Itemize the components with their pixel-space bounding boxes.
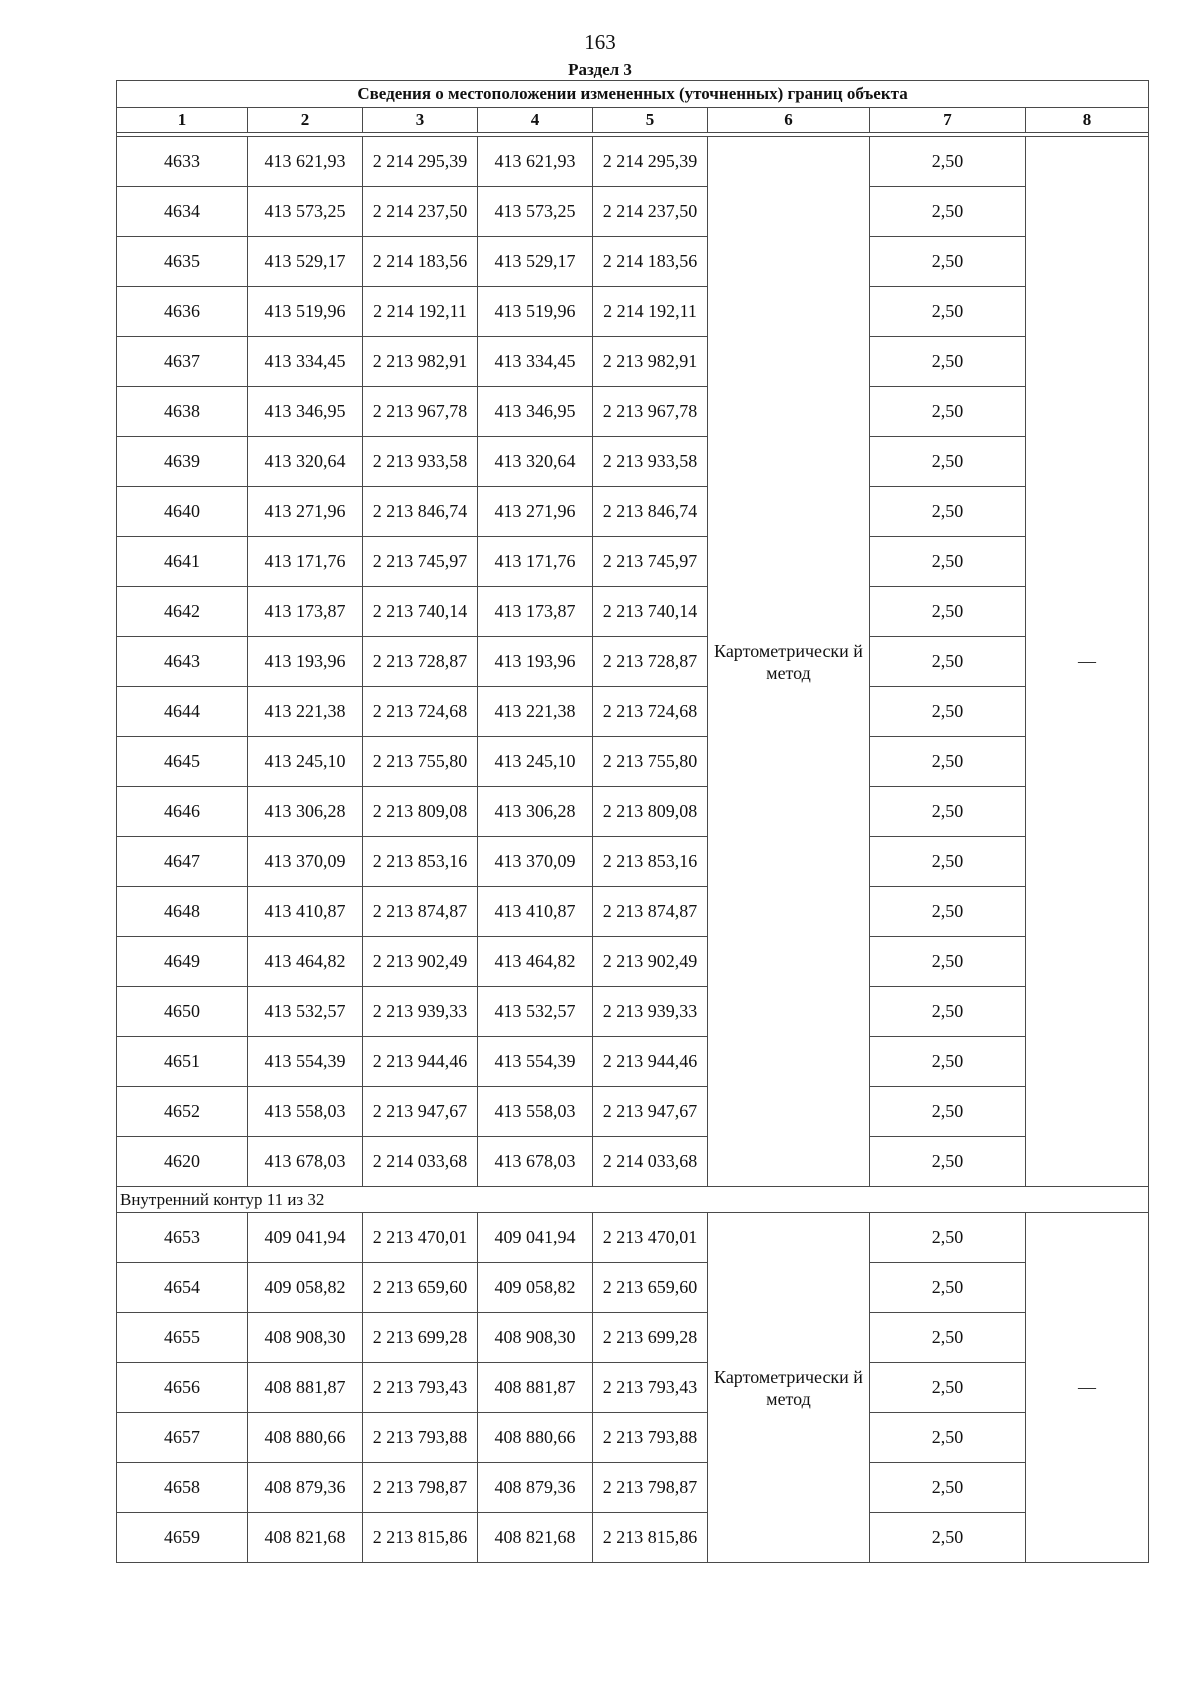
x-new-cell: 413 193,96 bbox=[478, 637, 593, 687]
y-new-cell: 2 213 793,88 bbox=[593, 1413, 708, 1463]
y-old-cell: 2 213 846,74 bbox=[363, 487, 478, 537]
y-old-cell: 2 213 745,97 bbox=[363, 537, 478, 587]
precision-cell: 2,50 bbox=[870, 687, 1026, 737]
precision-cell: 2,50 bbox=[870, 937, 1026, 987]
method-cell: Картометрически й метод bbox=[708, 137, 870, 1187]
x-new-cell: 413 410,87 bbox=[478, 887, 593, 937]
x-old-cell: 413 271,96 bbox=[248, 487, 363, 537]
y-new-cell: 2 214 192,11 bbox=[593, 287, 708, 337]
note-cell: — bbox=[1026, 137, 1149, 1187]
table-row bbox=[117, 187, 1149, 237]
x-new-cell: 413 334,45 bbox=[478, 337, 593, 387]
x-old-cell: 413 346,95 bbox=[248, 387, 363, 437]
section-title: Раздел 3 bbox=[568, 60, 632, 79]
precision-cell: 2,50 bbox=[870, 1363, 1026, 1413]
point-number-cell: 4620 bbox=[117, 1137, 248, 1187]
y-old-cell: 2 214 033,68 bbox=[363, 1137, 478, 1187]
y-old-cell: 2 213 902,49 bbox=[363, 937, 478, 987]
precision-cell: 2,50 bbox=[870, 237, 1026, 287]
column-header: 5 bbox=[593, 108, 708, 133]
point-number-cell: 4641 bbox=[117, 537, 248, 587]
table-row bbox=[117, 237, 1149, 287]
x-old-cell: 408 879,36 bbox=[248, 1463, 363, 1513]
point-number-cell: 4655 bbox=[117, 1313, 248, 1363]
point-number-cell: 4651 bbox=[117, 1037, 248, 1087]
y-new-cell: 2 213 933,58 bbox=[593, 437, 708, 487]
y-new-cell: 2 213 745,97 bbox=[593, 537, 708, 587]
x-new-cell: 413 271,96 bbox=[478, 487, 593, 537]
y-new-cell: 2 214 295,39 bbox=[593, 137, 708, 187]
note-cell: — bbox=[1026, 1213, 1149, 1563]
point-number-cell: 4639 bbox=[117, 437, 248, 487]
table-row bbox=[117, 1087, 1149, 1137]
y-new-cell: 2 213 699,28 bbox=[593, 1313, 708, 1363]
precision-cell: 2,50 bbox=[870, 1513, 1026, 1563]
y-old-cell: 2 213 793,88 bbox=[363, 1413, 478, 1463]
table-row bbox=[117, 587, 1149, 637]
precision-cell: 2,50 bbox=[870, 387, 1026, 437]
point-number-cell: 4645 bbox=[117, 737, 248, 787]
table-row bbox=[117, 1263, 1149, 1313]
precision-cell: 2,50 bbox=[870, 137, 1026, 187]
point-number-cell: 4640 bbox=[117, 487, 248, 537]
column-header: 4 bbox=[478, 108, 593, 133]
table-row bbox=[117, 437, 1149, 487]
precision-cell: 2,50 bbox=[870, 1413, 1026, 1463]
table-row bbox=[117, 1363, 1149, 1413]
precision-cell: 2,50 bbox=[870, 1037, 1026, 1087]
table-row bbox=[117, 637, 1149, 687]
point-number-cell: 4634 bbox=[117, 187, 248, 237]
table-row bbox=[117, 837, 1149, 887]
y-old-cell: 2 213 724,68 bbox=[363, 687, 478, 737]
table-row bbox=[117, 1037, 1149, 1087]
point-number-cell: 4654 bbox=[117, 1263, 248, 1313]
y-new-cell: 2 213 755,80 bbox=[593, 737, 708, 787]
point-number-cell: 4652 bbox=[117, 1087, 248, 1137]
table-row bbox=[117, 887, 1149, 937]
y-new-cell: 2 213 728,87 bbox=[593, 637, 708, 687]
table-row bbox=[117, 287, 1149, 337]
table-row bbox=[117, 137, 1149, 187]
point-number-cell: 4648 bbox=[117, 887, 248, 937]
x-old-cell: 413 245,10 bbox=[248, 737, 363, 787]
column-header: 7 bbox=[870, 108, 1026, 133]
precision-cell: 2,50 bbox=[870, 1087, 1026, 1137]
x-old-cell: 413 573,25 bbox=[248, 187, 363, 237]
y-new-cell: 2 213 947,67 bbox=[593, 1087, 708, 1137]
precision-cell: 2,50 bbox=[870, 1263, 1026, 1313]
table-row bbox=[117, 787, 1149, 837]
x-new-cell: 413 558,03 bbox=[478, 1087, 593, 1137]
y-old-cell: 2 213 933,58 bbox=[363, 437, 478, 487]
x-new-cell: 408 879,36 bbox=[478, 1463, 593, 1513]
precision-cell: 2,50 bbox=[870, 487, 1026, 537]
x-new-cell: 413 171,76 bbox=[478, 537, 593, 587]
x-old-cell: 413 193,96 bbox=[248, 637, 363, 687]
x-new-cell: 413 245,10 bbox=[478, 737, 593, 787]
table-row bbox=[117, 337, 1149, 387]
point-number-cell: 4643 bbox=[117, 637, 248, 687]
y-old-cell: 2 213 982,91 bbox=[363, 337, 478, 387]
point-number-cell: 4657 bbox=[117, 1413, 248, 1463]
x-old-cell: 408 881,87 bbox=[248, 1363, 363, 1413]
y-new-cell: 2 213 815,86 bbox=[593, 1513, 708, 1563]
x-old-cell: 409 041,94 bbox=[248, 1213, 363, 1263]
y-old-cell: 2 213 659,60 bbox=[363, 1263, 478, 1313]
y-old-cell: 2 213 944,46 bbox=[363, 1037, 478, 1087]
point-number-cell: 4653 bbox=[117, 1213, 248, 1263]
y-new-cell: 2 213 846,74 bbox=[593, 487, 708, 537]
x-old-cell: 413 410,87 bbox=[248, 887, 363, 937]
point-number-cell: 4644 bbox=[117, 687, 248, 737]
precision-cell: 2,50 bbox=[870, 187, 1026, 237]
x-new-cell: 413 464,82 bbox=[478, 937, 593, 987]
table-row bbox=[117, 1137, 1149, 1187]
y-new-cell: 2 213 982,91 bbox=[593, 337, 708, 387]
table-row bbox=[117, 1213, 1149, 1263]
point-number-cell: 4637 bbox=[117, 337, 248, 387]
point-number-cell: 4650 bbox=[117, 987, 248, 1037]
y-old-cell: 2 213 809,08 bbox=[363, 787, 478, 837]
y-old-cell: 2 213 699,28 bbox=[363, 1313, 478, 1363]
table-row bbox=[117, 1413, 1149, 1463]
precision-cell: 2,50 bbox=[870, 637, 1026, 687]
y-new-cell: 2 213 939,33 bbox=[593, 987, 708, 1037]
point-number-cell: 4633 bbox=[117, 137, 248, 187]
y-new-cell: 2 213 798,87 bbox=[593, 1463, 708, 1513]
point-number-cell: 4642 bbox=[117, 587, 248, 637]
x-new-cell: 413 221,38 bbox=[478, 687, 593, 737]
precision-cell: 2,50 bbox=[870, 587, 1026, 637]
table-row bbox=[117, 987, 1149, 1037]
y-old-cell: 2 214 192,11 bbox=[363, 287, 478, 337]
x-new-cell: 408 821,68 bbox=[478, 1513, 593, 1563]
x-old-cell: 413 532,57 bbox=[248, 987, 363, 1037]
y-new-cell: 2 213 809,08 bbox=[593, 787, 708, 837]
x-new-cell: 413 532,57 bbox=[478, 987, 593, 1037]
point-number-cell: 4638 bbox=[117, 387, 248, 437]
x-old-cell: 413 306,28 bbox=[248, 787, 363, 837]
contour-row bbox=[117, 1187, 1149, 1213]
column-header: 3 bbox=[363, 108, 478, 133]
x-old-cell: 413 529,17 bbox=[248, 237, 363, 287]
x-new-cell: 413 320,64 bbox=[478, 437, 593, 487]
point-number-cell: 4646 bbox=[117, 787, 248, 837]
y-new-cell: 2 213 902,49 bbox=[593, 937, 708, 987]
boundary-table bbox=[116, 80, 1149, 1563]
table-row bbox=[117, 1463, 1149, 1513]
precision-cell: 2,50 bbox=[870, 1463, 1026, 1513]
column-header: 6 bbox=[708, 108, 870, 133]
precision-cell: 2,50 bbox=[870, 887, 1026, 937]
table-row bbox=[117, 737, 1149, 787]
y-new-cell: 2 213 470,01 bbox=[593, 1213, 708, 1263]
precision-cell: 2,50 bbox=[870, 1313, 1026, 1363]
y-old-cell: 2 214 295,39 bbox=[363, 137, 478, 187]
table-row bbox=[117, 937, 1149, 987]
precision-cell: 2,50 bbox=[870, 287, 1026, 337]
x-old-cell: 413 519,96 bbox=[248, 287, 363, 337]
table-row bbox=[117, 1513, 1149, 1563]
x-new-cell: 413 573,25 bbox=[478, 187, 593, 237]
x-new-cell: 413 306,28 bbox=[478, 787, 593, 837]
point-number-cell: 4647 bbox=[117, 837, 248, 887]
x-old-cell: 409 058,82 bbox=[248, 1263, 363, 1313]
table-row bbox=[117, 1313, 1149, 1363]
precision-cell: 2,50 bbox=[870, 437, 1026, 487]
y-new-cell: 2 213 724,68 bbox=[593, 687, 708, 737]
precision-cell: 2,50 bbox=[870, 837, 1026, 887]
y-old-cell: 2 213 947,67 bbox=[363, 1087, 478, 1137]
precision-cell: 2,50 bbox=[870, 337, 1026, 387]
point-number-cell: 4636 bbox=[117, 287, 248, 337]
x-old-cell: 413 678,03 bbox=[248, 1137, 363, 1187]
x-new-cell: 413 621,93 bbox=[478, 137, 593, 187]
y-new-cell: 2 214 237,50 bbox=[593, 187, 708, 237]
table-row bbox=[117, 537, 1149, 587]
x-old-cell: 408 908,30 bbox=[248, 1313, 363, 1363]
x-old-cell: 413 171,76 bbox=[248, 537, 363, 587]
y-old-cell: 2 213 939,33 bbox=[363, 987, 478, 1037]
column-header: 1 bbox=[117, 108, 248, 133]
x-new-cell: 413 370,09 bbox=[478, 837, 593, 887]
y-old-cell: 2 213 815,86 bbox=[363, 1513, 478, 1563]
y-new-cell: 2 214 033,68 bbox=[593, 1137, 708, 1187]
y-new-cell: 2 213 874,87 bbox=[593, 887, 708, 937]
y-new-cell: 2 213 944,46 bbox=[593, 1037, 708, 1087]
x-new-cell: 413 678,03 bbox=[478, 1137, 593, 1187]
y-old-cell: 2 213 740,14 bbox=[363, 587, 478, 637]
y-old-cell: 2 213 470,01 bbox=[363, 1213, 478, 1263]
x-new-cell: 413 554,39 bbox=[478, 1037, 593, 1087]
y-old-cell: 2 213 874,87 bbox=[363, 887, 478, 937]
y-old-cell: 2 213 967,78 bbox=[363, 387, 478, 437]
precision-cell: 2,50 bbox=[870, 537, 1026, 587]
x-new-cell: 409 058,82 bbox=[478, 1263, 593, 1313]
y-old-cell: 2 214 237,50 bbox=[363, 187, 478, 237]
page-number: 163 bbox=[584, 30, 616, 54]
x-old-cell: 413 334,45 bbox=[248, 337, 363, 387]
y-old-cell: 2 213 793,43 bbox=[363, 1363, 478, 1413]
x-new-cell: 413 529,17 bbox=[478, 237, 593, 287]
method-cell: Картометрически й метод bbox=[708, 1213, 870, 1563]
precision-cell: 2,50 bbox=[870, 987, 1026, 1037]
x-old-cell: 408 880,66 bbox=[248, 1413, 363, 1463]
y-old-cell: 2 213 755,80 bbox=[363, 737, 478, 787]
x-old-cell: 413 320,64 bbox=[248, 437, 363, 487]
x-old-cell: 413 558,03 bbox=[248, 1087, 363, 1137]
x-old-cell: 408 821,68 bbox=[248, 1513, 363, 1563]
table-caption: Сведения о местоположении измененных (уточненных) границ объекта bbox=[117, 81, 1149, 108]
point-number-cell: 4659 bbox=[117, 1513, 248, 1563]
x-old-cell: 413 173,87 bbox=[248, 587, 363, 637]
x-new-cell: 408 880,66 bbox=[478, 1413, 593, 1463]
y-old-cell: 2 213 853,16 bbox=[363, 837, 478, 887]
x-new-cell: 413 519,96 bbox=[478, 287, 593, 337]
point-number-cell: 4635 bbox=[117, 237, 248, 287]
point-number-cell: 4656 bbox=[117, 1363, 248, 1413]
y-new-cell: 2 213 853,16 bbox=[593, 837, 708, 887]
precision-cell: 2,50 bbox=[870, 737, 1026, 787]
point-number-cell: 4658 bbox=[117, 1463, 248, 1513]
x-old-cell: 413 370,09 bbox=[248, 837, 363, 887]
column-header: 8 bbox=[1026, 108, 1149, 133]
x-new-cell: 409 041,94 bbox=[478, 1213, 593, 1263]
precision-cell: 2,50 bbox=[870, 1213, 1026, 1263]
y-new-cell: 2 213 740,14 bbox=[593, 587, 708, 637]
x-old-cell: 413 621,93 bbox=[248, 137, 363, 187]
x-old-cell: 413 554,39 bbox=[248, 1037, 363, 1087]
table-row bbox=[117, 687, 1149, 737]
y-new-cell: 2 213 793,43 bbox=[593, 1363, 708, 1413]
point-number-cell: 4649 bbox=[117, 937, 248, 987]
x-old-cell: 413 464,82 bbox=[248, 937, 363, 987]
table-row bbox=[117, 387, 1149, 437]
y-old-cell: 2 214 183,56 bbox=[363, 237, 478, 287]
y-new-cell: 2 213 659,60 bbox=[593, 1263, 708, 1313]
x-old-cell: 413 221,38 bbox=[248, 687, 363, 737]
y-old-cell: 2 213 798,87 bbox=[363, 1463, 478, 1513]
table-row bbox=[117, 487, 1149, 537]
column-header: 2 bbox=[248, 108, 363, 133]
precision-cell: 2,50 bbox=[870, 1137, 1026, 1187]
x-new-cell: 413 346,95 bbox=[478, 387, 593, 437]
contour-label: Внутренний контур 11 из 32 bbox=[117, 1187, 1149, 1213]
x-new-cell: 413 173,87 bbox=[478, 587, 593, 637]
x-new-cell: 408 881,87 bbox=[478, 1363, 593, 1413]
x-new-cell: 408 908,30 bbox=[478, 1313, 593, 1363]
y-old-cell: 2 213 728,87 bbox=[363, 637, 478, 687]
y-new-cell: 2 213 967,78 bbox=[593, 387, 708, 437]
y-new-cell: 2 214 183,56 bbox=[593, 237, 708, 287]
precision-cell: 2,50 bbox=[870, 787, 1026, 837]
